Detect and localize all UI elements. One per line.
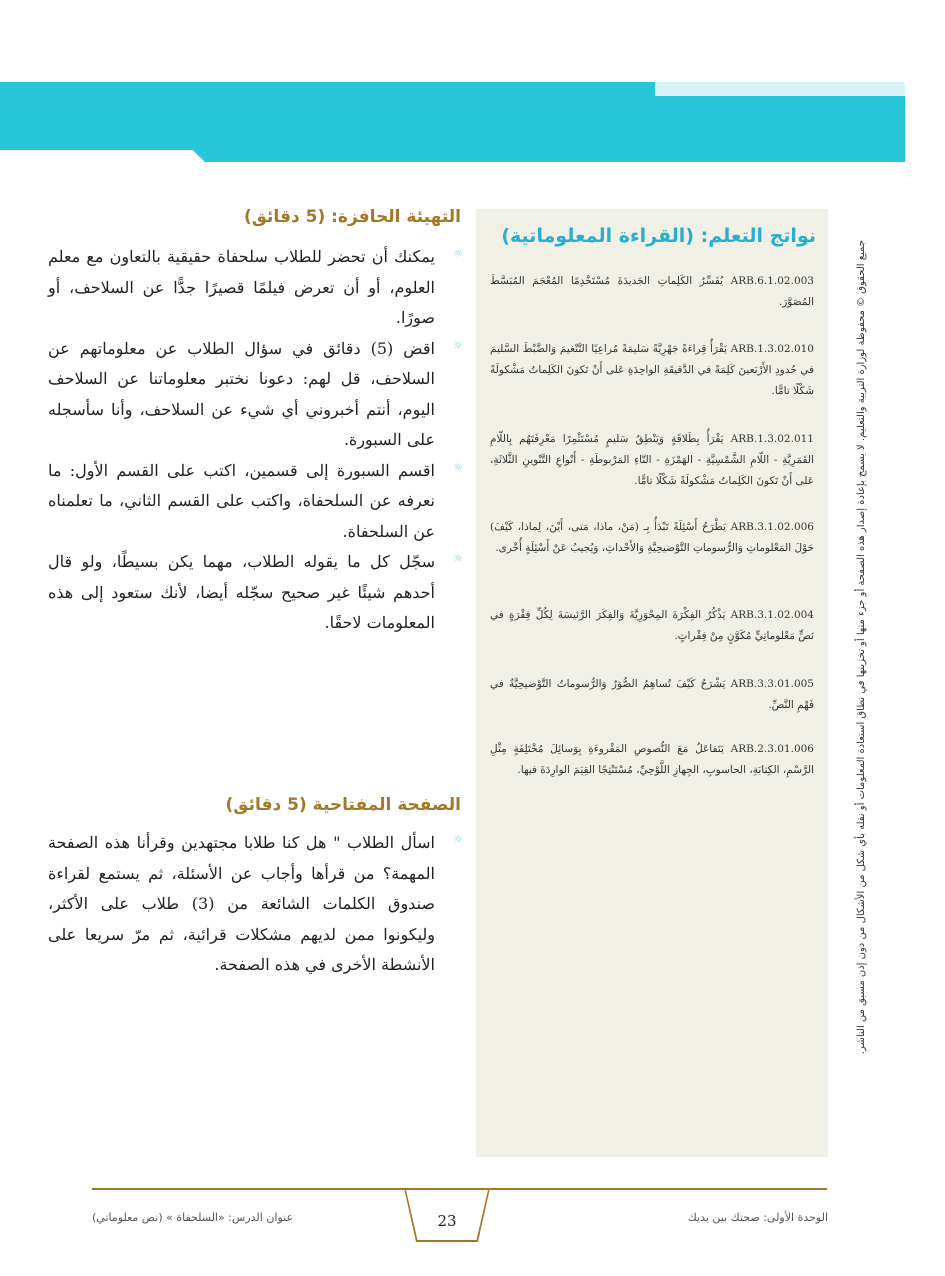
warmup-bullet — [48, 334, 463, 456]
keypage-bullet — [48, 828, 463, 981]
sun-bullet-icon: ☼ — [453, 833, 463, 846]
warmup-bullet — [48, 456, 463, 548]
outcome-item: ARB.1.3.02.011 يَقْرَأُ بِطَلاقَةٍ وَيَنْطِقُ سَليمٍ مُسْتَثْمِرًا مَعْرِفَتَهُم بِاللّامِ القَمَرِيَّةِ - اللّامِ الشَّمْسِيَّةِ - الهَمْزَةِ - التّاءِ المَرْبوطَةِ - أَنْواعِ التَّنْوينِ الثَّلاثَةِ، عَلى أَنْ تَكونَ الكَلِماتُ مَشْكولَةً شَكْلًا تامًّا. — [490, 433, 814, 487]
warmup-title: التهيئة الحافزة: (5 دقائق) — [243, 207, 461, 227]
warmup-bullet-text: اقسم السبورة إلى قسمين، اكتب على القسم الأول: ما نعرفه عن السلحفاة، واكتب على القسم الثاني، ما تعلمناه عن السلحفاة. — [48, 460, 435, 541]
warmup-bullet — [48, 547, 463, 639]
page-number: 23 — [437, 1212, 457, 1230]
sun-bullet-icon: ☼ — [453, 247, 463, 260]
keypage-list — [48, 828, 463, 981]
outcomes-title: نواتج التعلم: (القراءة المعلوماتية) — [501, 225, 816, 247]
header-banner-highlight — [655, 82, 905, 96]
header-banner-notch — [0, 150, 205, 162]
warmup-list — [48, 242, 463, 639]
keypage-title: الصفحة المفتاحية (5 دقائق) — [225, 795, 461, 815]
warmup-bullet-text: يمكنك أن تحضر للطلاب سلحفاة حقيقية بالتعاون مع معلم العلوم، أو أن تعرض فيلمًا قصيرًا جدًّا عن السلاحف، أو صورًا. — [48, 247, 435, 327]
outcome-item: ARB.3.1.02.004 يَذْكُرُ الفِكْرَةَ المِحْوَرِيَّةَ وَالفِكَرَ الرَّئيسَةَ لِكُلِّ فِقْرَةٍ في نَصٍّ مَعْلوماتِيٍّ مُكَوَّنٍ مِنْ فِقْراتٍ. — [490, 609, 814, 642]
outcome-item: ARB.3.1.02.006 يَطْرَحُ أَسْئِلَةً تَبْدَأُ بِـ (مَنْ، ماذا، مَتى، أَيْنَ، لِماذا، كَيْفَ) حَوْلَ المَعْلوماتِ وَالرُّسوماتِ التَّوْضيحِيَّةِ وَالأَحْداثِ، وَيُجيبُ عَنْ أَسْئِلَةٍ أُخْرى. — [490, 521, 814, 554]
keypage-bullet-text: اسأل الطلاب " هل كنا طلابا مجتهدين وقرأنا هذه الصفحة المهمة؟ من قرأها وأجاب عن الأسئلة، ثم يستمع لقراءة صندوق الكلمات الشائعة من (3) طلاب على الأكثر، وليكونوا ممن لديهم مشكلات قرائية، ثم مرّ سريعا على الأنشطة الأخرى في هذه الصفحة. — [48, 833, 435, 974]
footer-lesson-title: عنوان الدرس: «السلحفاة » (نص معلوماتي) — [92, 1211, 294, 1224]
footer-unit-title: الوحدة الأولى: صحتك بين يديك — [687, 1211, 828, 1224]
warmup-bullet — [48, 242, 463, 334]
sun-bullet-icon: ☼ — [453, 338, 463, 352]
learning-outcomes-panel — [476, 209, 828, 1157]
outcome-item: ARB.6.1.02.003 يُفَسِّرُ الكَلِماتِ الجَديدَةَ مُسْتَخْدِمًا المُعْجَمَ المُبَسَّطَ المُصَوَّرَ. — [490, 275, 814, 308]
warmup-bullet-text: اقض (5) دقائق في سؤال الطلاب عن معلوماتهم عن السلاحف، قل لهم: دعونا نختبر معلوماتنا عن السلاحف اليوم، أنتم أخبروني أي شيء عن السلاحف، وأنا سأسجله على السبورة. — [48, 338, 436, 449]
outcome-item: ARB.3.3.01.005 يَشْرَحُ كَيْفَ تُساهِمُ الصُّوَرُ وَالرُّسوماتُ التَّوْضيحِيَّةُ في فَهْمِ النَّصِّ. — [490, 678, 814, 711]
outcome-item: ARB.1.3.02.010 يَقْرَأُ قِراءَةً جَهْرِيَّةً سَليمَةً مُراعِيًا التَّنْغيمَ وَالضَّبْطَ السَّليمَ في حُدودِ الأَرْبَعينَ كَلِمَةً في الدَّقيقَةِ الواحِدَةِ عَلى أَنْ تَكونَ الكَلِماتُ مَشْكولَةً شَكْلًا تامًّا. — [490, 343, 814, 397]
warmup-bullet-text: سجّل كل ما يقوله الطلاب، مهما يكن بسيطًا، ولو قال أحدهم شيئًا غير صحيح سجّله أيضا، لأنك ستعود إلى هذه المعلومات لاحقًا. — [48, 552, 435, 632]
outcome-item: ARB.2.3.01.006 يَتَفاعَلُ مَعَ النُّصوصِ المَقْروءَةِ بِوَسائِلَ مُخْتَلِفَةٍ مِثْلِ الرَّسْمِ، الكِتابَةِ، الحاسوبِ، الجِهازِ اللَّوْحِيِّ، مُسْتَنْتِجًا القِيَمَ الوارِدَةَ فيها. — [490, 743, 814, 776]
sun-bullet-icon: ☼ — [453, 460, 463, 474]
sun-bullet-icon: ☼ — [453, 552, 463, 565]
copyright-side-note: جميع الحقوق © محفوظة لوزارة التربية والتعليم. لا يسمح بإعادة إصدار هذه الصفحة أو جزء منها أو تخزينها في نطاق استعادة المعلومات أو نقله بأي شكل من الأشكال من دون إذن مسبق من الناشر. — [856, 240, 867, 1055]
